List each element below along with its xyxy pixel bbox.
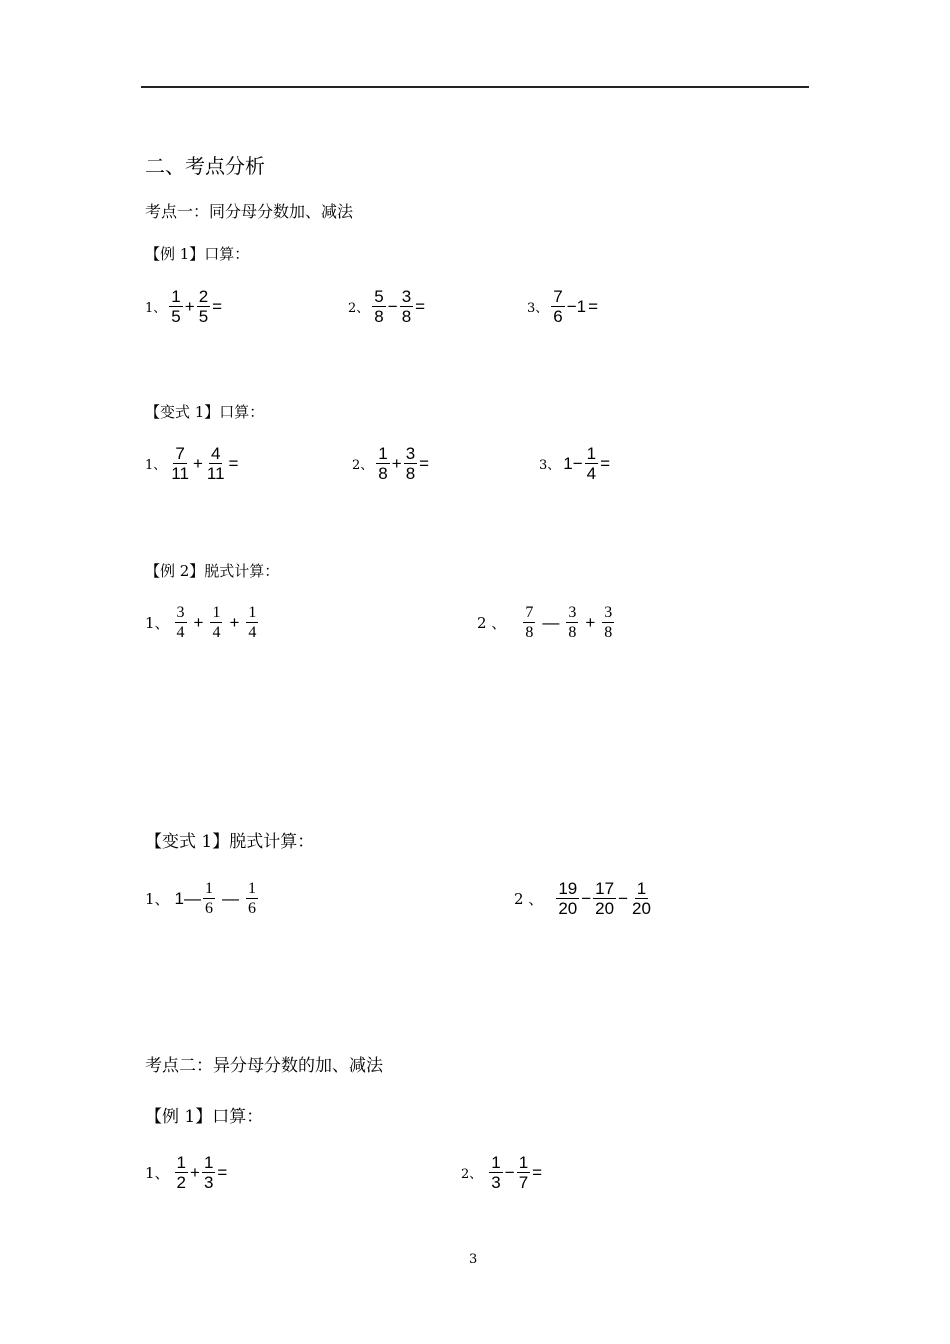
fraction: $\frac{5}{8}$	[374, 287, 384, 326]
fraction: $\frac{3}{8}$	[568, 604, 577, 641]
fraction: $\frac{17}{20}$	[595, 879, 615, 918]
topic-1-title: 考点一：同分母分数加、减法	[145, 202, 354, 221]
fraction: $\frac{3}{8}$	[405, 444, 416, 483]
fraction: $\frac{7}{6}$	[553, 287, 563, 326]
exercise-1-2: 2、 $\frac{5}{8}$ − $\frac{3}{8}$ =	[348, 287, 426, 326]
exercise-1-1: 1、 $\frac{1}{5}$ + $\frac{2}{5}$ =	[145, 287, 223, 326]
fraction: $\frac{1}{3}$	[491, 1153, 501, 1192]
fraction: $\frac{1}{8}$	[378, 444, 388, 483]
fraction: $\frac{19}{20}$	[558, 879, 578, 918]
fraction: $\frac{1}{2}$	[176, 1153, 187, 1192]
topic-2-exercise-1: 1、 $\frac{1}{2}$ + $\frac{1}{3}$ =	[145, 1153, 228, 1192]
fraction: $\frac{3}{4}$	[176, 604, 185, 641]
fraction: $\frac{3}{8}$	[401, 287, 412, 326]
topic-2-title: 考点二：异分母分数的加、减法	[145, 1056, 383, 1076]
header-rule	[141, 86, 809, 88]
section-heading: 二、考点分析	[145, 154, 265, 178]
variant-2-label: 【变式 1】脱式计算：	[145, 832, 315, 852]
fraction: $\frac{4}{11}$	[206, 444, 225, 483]
fraction: $\frac{7}{8}$	[525, 604, 534, 641]
fraction: $\frac{1}{3}$	[203, 1153, 214, 1192]
variant-1-3: 3、 1− $\frac{1}{4}$ =	[539, 444, 611, 483]
topic-2-exercise-2: 2、 $\frac{1}{3}$ − $\frac{1}{7}$ =	[461, 1153, 543, 1192]
variant-2-2: 2 、 $\frac{19}{20}$ − $\frac{17}{20}$ − $\frac{1}{20}$	[514, 879, 651, 918]
fraction: $\frac{1}{20}$	[632, 879, 651, 918]
fraction: $\frac{1}{6}$	[205, 880, 214, 917]
example-2-label: 【例 2】脱式计算：	[145, 562, 280, 580]
fraction: $\frac{1}{6}$	[248, 880, 257, 917]
page-number: 3	[469, 1252, 478, 1267]
topic-2-example-label: 【例 1】口算：	[145, 1107, 264, 1127]
fraction: $\frac{7}{11}$	[171, 444, 189, 483]
fraction: $\frac{1}{7}$	[518, 1153, 529, 1192]
fraction: $\frac{1}{4}$	[212, 604, 221, 641]
variant-1-label: 【变式 1】口算：	[145, 403, 265, 421]
fraction: $\frac{1}{4}$	[248, 604, 257, 641]
example-2-1: 1、 $\frac{3}{4}$ + $\frac{1}{4}$ + $\frac{1}{4}$	[145, 604, 257, 641]
example-1-label: 【例 1】口算：	[145, 245, 250, 263]
exercise-1-3: 3、 $\frac{7}{6}$ −1 =	[527, 287, 599, 326]
variant-2-1: 1、 1— $\frac{1}{6}$ — $\frac{1}{6}$	[145, 880, 257, 917]
fraction: $\frac{1}{5}$	[171, 287, 181, 326]
variant-1-1: 1、 $\frac{7}{11}$ + $\frac{4}{11}$ =	[145, 444, 239, 483]
fraction: $\frac{3}{8}$	[604, 604, 613, 641]
variant-1-2: 2、 $\frac{1}{8}$ + $\frac{3}{8}$ =	[352, 444, 430, 483]
fraction: $\frac{1}{4}$	[586, 444, 597, 483]
fraction: $\frac{2}{5}$	[198, 287, 209, 326]
example-2-2: 2 、 $\frac{7}{8}$ — $\frac{3}{8}$ + $\frac{3}{8}$	[477, 604, 613, 641]
